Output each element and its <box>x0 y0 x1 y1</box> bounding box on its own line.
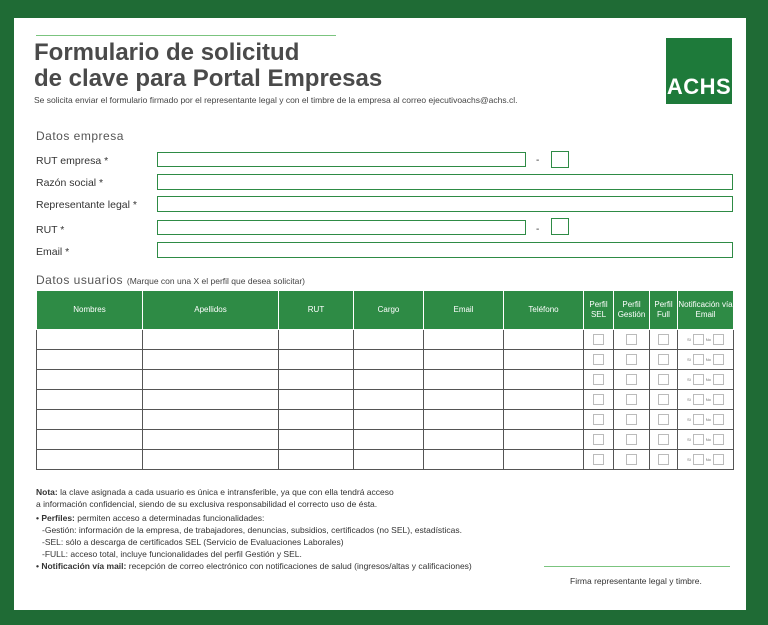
nota-label: Nota: <box>36 487 58 497</box>
user-cell[interactable] <box>424 450 504 470</box>
user-cell[interactable] <box>143 330 279 350</box>
perfil-checkbox[interactable] <box>626 374 637 385</box>
table-row <box>37 350 734 370</box>
perfil-checkbox[interactable] <box>593 374 604 385</box>
user-cell[interactable] <box>354 370 424 390</box>
si-checkbox[interactable] <box>693 394 704 405</box>
email-field[interactable] <box>157 242 733 258</box>
usuarios-hint: (Marque con una X el perfil que desea solicitar) <box>126 276 306 286</box>
perfil-checkbox[interactable] <box>658 434 669 445</box>
perfil-checkbox-cell[interactable] <box>650 330 678 350</box>
title-line-2: de clave para Portal Empresas <box>34 65 383 92</box>
perfil-checkbox-cell[interactable] <box>650 410 678 430</box>
no-label: No <box>705 337 711 342</box>
rut-empresa-label: RUT empresa * <box>36 155 109 167</box>
user-cell[interactable] <box>354 410 424 430</box>
user-cell[interactable] <box>37 370 143 390</box>
perfil-checkbox-cell[interactable] <box>650 370 678 390</box>
table-row <box>37 370 734 390</box>
user-cell[interactable] <box>424 370 504 390</box>
no-checkbox[interactable] <box>713 454 724 465</box>
user-cell[interactable] <box>424 350 504 370</box>
rut-empresa-dv-field[interactable] <box>551 151 569 168</box>
si-label: Si <box>687 377 691 382</box>
user-cell[interactable] <box>424 430 504 450</box>
representante-label: Representante legal * <box>36 199 137 211</box>
notes-block <box>36 486 472 572</box>
user-cell[interactable] <box>143 390 279 410</box>
perfil-checkbox[interactable] <box>626 434 637 445</box>
table-row <box>37 330 734 350</box>
notificacion-options <box>678 334 733 345</box>
perfil-checkbox-cell[interactable] <box>584 370 614 390</box>
perfil-checkbox-cell[interactable] <box>584 350 614 370</box>
notificacion-cell[interactable] <box>678 370 734 390</box>
perfil-checkbox[interactable] <box>658 454 669 465</box>
si-checkbox[interactable] <box>693 354 704 365</box>
user-cell[interactable] <box>279 330 354 350</box>
column-header: Cargo <box>354 291 424 330</box>
nota-text: la clave asignada a cada usuario es única e intransferible, ya que con ella tendrá acceso <box>60 487 394 497</box>
email-label: Email * <box>36 246 70 258</box>
si-checkbox[interactable] <box>693 334 704 345</box>
perfil-checkbox[interactable] <box>658 354 669 365</box>
user-cell[interactable] <box>424 330 504 350</box>
user-cell[interactable] <box>504 390 584 410</box>
user-cell[interactable] <box>424 390 504 410</box>
usuarios-title-text: Datos usuarios <box>36 273 124 287</box>
no-label: No <box>705 397 711 402</box>
perfil-checkbox[interactable] <box>658 394 669 405</box>
perfil-checkbox[interactable] <box>593 354 604 365</box>
user-cell[interactable] <box>37 330 143 350</box>
user-cell[interactable] <box>143 430 279 450</box>
user-cell[interactable] <box>37 450 143 470</box>
perfil-checkbox[interactable] <box>626 414 637 425</box>
perfil-checkbox-cell[interactable] <box>584 430 614 450</box>
column-header: Perfil Full <box>650 291 678 330</box>
notificacion-options <box>678 434 733 445</box>
column-header: Notificación vía Email <box>678 291 734 330</box>
perfil-checkbox-cell[interactable] <box>614 410 650 430</box>
razon-social-label: Razón social * <box>36 177 104 189</box>
notificacion-options <box>678 374 733 385</box>
column-header: Nombres <box>37 291 143 330</box>
column-header: RUT <box>279 291 354 330</box>
table-row <box>37 390 734 410</box>
no-label: No <box>705 377 711 382</box>
si-label: Si <box>687 457 691 462</box>
signature-line <box>544 566 730 567</box>
column-header: Email <box>424 291 504 330</box>
notificacion-line <box>36 560 472 572</box>
user-cell[interactable] <box>354 350 424 370</box>
table-row <box>37 450 734 470</box>
perfil-checkbox[interactable] <box>658 414 669 425</box>
si-label: Si <box>687 417 691 422</box>
perfil-checkbox[interactable] <box>593 454 604 465</box>
column-header: Perfil SEL <box>584 291 614 330</box>
no-checkbox[interactable] <box>713 434 724 445</box>
perfiles-line <box>36 512 472 524</box>
si-checkbox[interactable] <box>693 374 704 385</box>
notificacion-options <box>678 354 733 365</box>
page-subtitle: Se solicita enviar el formulario firmado por el representante legal y con el timbre de la empresa al correo ejecutivoachs@achs.cl. <box>34 95 518 105</box>
si-label: Si <box>687 437 691 442</box>
user-cell[interactable] <box>279 430 354 450</box>
notificacion-label: • Notificación vía mail: <box>36 561 127 571</box>
perfil-checkbox-cell[interactable] <box>650 430 678 450</box>
no-checkbox[interactable] <box>713 414 724 425</box>
perfil-checkbox[interactable] <box>626 394 637 405</box>
sel-line: -SEL: sólo a descarga de certificados SEL (Servicio de Evaluaciones Laborales) <box>42 537 344 547</box>
rut-dash: - <box>536 224 540 235</box>
no-checkbox[interactable] <box>713 374 724 385</box>
user-cell[interactable] <box>504 450 584 470</box>
si-checkbox[interactable] <box>693 434 704 445</box>
perfil-checkbox-cell[interactable] <box>584 390 614 410</box>
notificacion-text: recepción de correo electrónico con notificaciones de salud (ingresos/altas y calificaciones) <box>128 561 472 571</box>
si-label: Si <box>687 337 691 342</box>
table-body <box>37 330 734 470</box>
perfil-checkbox-cell[interactable] <box>614 330 650 350</box>
column-header: Teléfono <box>504 291 584 330</box>
perfiles-label: • Perfiles: <box>36 513 75 523</box>
notificacion-options <box>678 454 733 465</box>
no-checkbox[interactable] <box>713 334 724 345</box>
notificacion-cell[interactable] <box>678 330 734 350</box>
perfil-checkbox-cell[interactable] <box>650 390 678 410</box>
notificacion-cell[interactable] <box>678 410 734 430</box>
title-accent-line <box>36 35 336 36</box>
no-checkbox[interactable] <box>713 354 724 365</box>
user-cell[interactable] <box>354 450 424 470</box>
perfil-checkbox-cell[interactable] <box>614 450 650 470</box>
perfil-checkbox-cell[interactable] <box>584 450 614 470</box>
user-cell[interactable] <box>504 350 584 370</box>
perfil-checkbox[interactable] <box>658 334 669 345</box>
perfil-checkbox-cell[interactable] <box>614 370 650 390</box>
representante-field[interactable] <box>157 196 733 212</box>
usuarios-section-title <box>36 273 305 287</box>
column-header: Apellidos <box>143 291 279 330</box>
user-cell[interactable] <box>143 350 279 370</box>
notificacion-options <box>678 414 733 425</box>
perfil-checkbox[interactable] <box>593 414 604 425</box>
column-header: Perfil Gestión <box>614 291 650 330</box>
si-checkbox[interactable] <box>693 454 704 465</box>
rut-label: RUT * <box>36 224 65 236</box>
no-label: No <box>705 357 711 362</box>
rut-dv-field[interactable] <box>551 218 569 235</box>
si-label: Si <box>687 357 691 362</box>
user-cell[interactable] <box>504 370 584 390</box>
perfil-checkbox[interactable] <box>626 334 637 345</box>
notificacion-cell[interactable] <box>678 430 734 450</box>
perfil-checkbox-cell[interactable] <box>584 410 614 430</box>
notificacion-options <box>678 394 733 405</box>
perfiles-text: permiten acceso a determinadas funcionalidades: <box>77 513 265 523</box>
user-cell[interactable] <box>279 370 354 390</box>
empresa-section-title: Datos empresa <box>36 129 124 143</box>
user-cell[interactable] <box>143 450 279 470</box>
user-cell[interactable] <box>37 350 143 370</box>
perfil-checkbox-cell[interactable] <box>650 450 678 470</box>
title-line-1: Formulario de solicitud <box>34 39 300 66</box>
page-title <box>34 40 382 92</box>
table-row <box>37 410 734 430</box>
user-cell[interactable] <box>279 450 354 470</box>
users-table <box>36 290 734 470</box>
user-cell[interactable] <box>354 430 424 450</box>
nota-text-2: a información confidencial, siendo de su exclusiva responsabilidad el correcto uso de ésta. <box>36 499 378 509</box>
razon-social-field[interactable] <box>157 174 733 190</box>
user-cell[interactable] <box>37 410 143 430</box>
user-cell[interactable] <box>504 330 584 350</box>
notificacion-cell[interactable] <box>678 450 734 470</box>
signature-label: Firma representante legal y timbre. <box>570 576 702 586</box>
user-cell[interactable] <box>37 390 143 410</box>
no-label: No <box>705 437 711 442</box>
rut-empresa-field[interactable] <box>157 152 526 167</box>
table-row <box>37 430 734 450</box>
user-cell[interactable] <box>279 390 354 410</box>
user-cell[interactable] <box>279 350 354 370</box>
form-page <box>14 18 746 610</box>
user-cell[interactable] <box>143 370 279 390</box>
no-label: No <box>705 417 711 422</box>
no-label: No <box>705 457 711 462</box>
si-label: Si <box>687 397 691 402</box>
perfil-checkbox[interactable] <box>626 454 637 465</box>
no-checkbox[interactable] <box>713 394 724 405</box>
achs-logo: ACHS <box>666 38 732 104</box>
notificacion-cell[interactable] <box>678 390 734 410</box>
perfil-checkbox-cell[interactable] <box>584 330 614 350</box>
user-cell[interactable] <box>37 430 143 450</box>
perfil-checkbox[interactable] <box>626 354 637 365</box>
perfil-checkbox[interactable] <box>593 434 604 445</box>
perfil-checkbox-cell[interactable] <box>614 350 650 370</box>
user-cell[interactable] <box>424 410 504 430</box>
user-cell[interactable] <box>279 410 354 430</box>
perfil-checkbox[interactable] <box>593 394 604 405</box>
si-checkbox[interactable] <box>693 414 704 425</box>
nota-line <box>36 486 472 498</box>
perfil-checkbox[interactable] <box>593 334 604 345</box>
perfil-checkbox-cell[interactable] <box>614 390 650 410</box>
perfil-checkbox-cell[interactable] <box>650 350 678 370</box>
gestion-line: -Gestión: información de la empresa, de trabajadores, denuncias, subsidios, certificados (no SEL), estadísticas. <box>42 525 463 535</box>
notificacion-cell[interactable] <box>678 350 734 370</box>
user-cell[interactable] <box>504 410 584 430</box>
full-line: -FULL: acceso total, incluye funcionalidades del perfil Gestión y SEL. <box>42 549 302 559</box>
user-cell[interactable] <box>354 330 424 350</box>
user-cell[interactable] <box>143 410 279 430</box>
perfil-checkbox[interactable] <box>658 374 669 385</box>
table-header-row <box>37 291 734 330</box>
user-cell[interactable] <box>504 430 584 450</box>
perfil-checkbox-cell[interactable] <box>614 430 650 450</box>
user-cell[interactable] <box>354 390 424 410</box>
rut-field[interactable] <box>157 220 526 235</box>
rut-empresa-dash: - <box>536 155 540 166</box>
